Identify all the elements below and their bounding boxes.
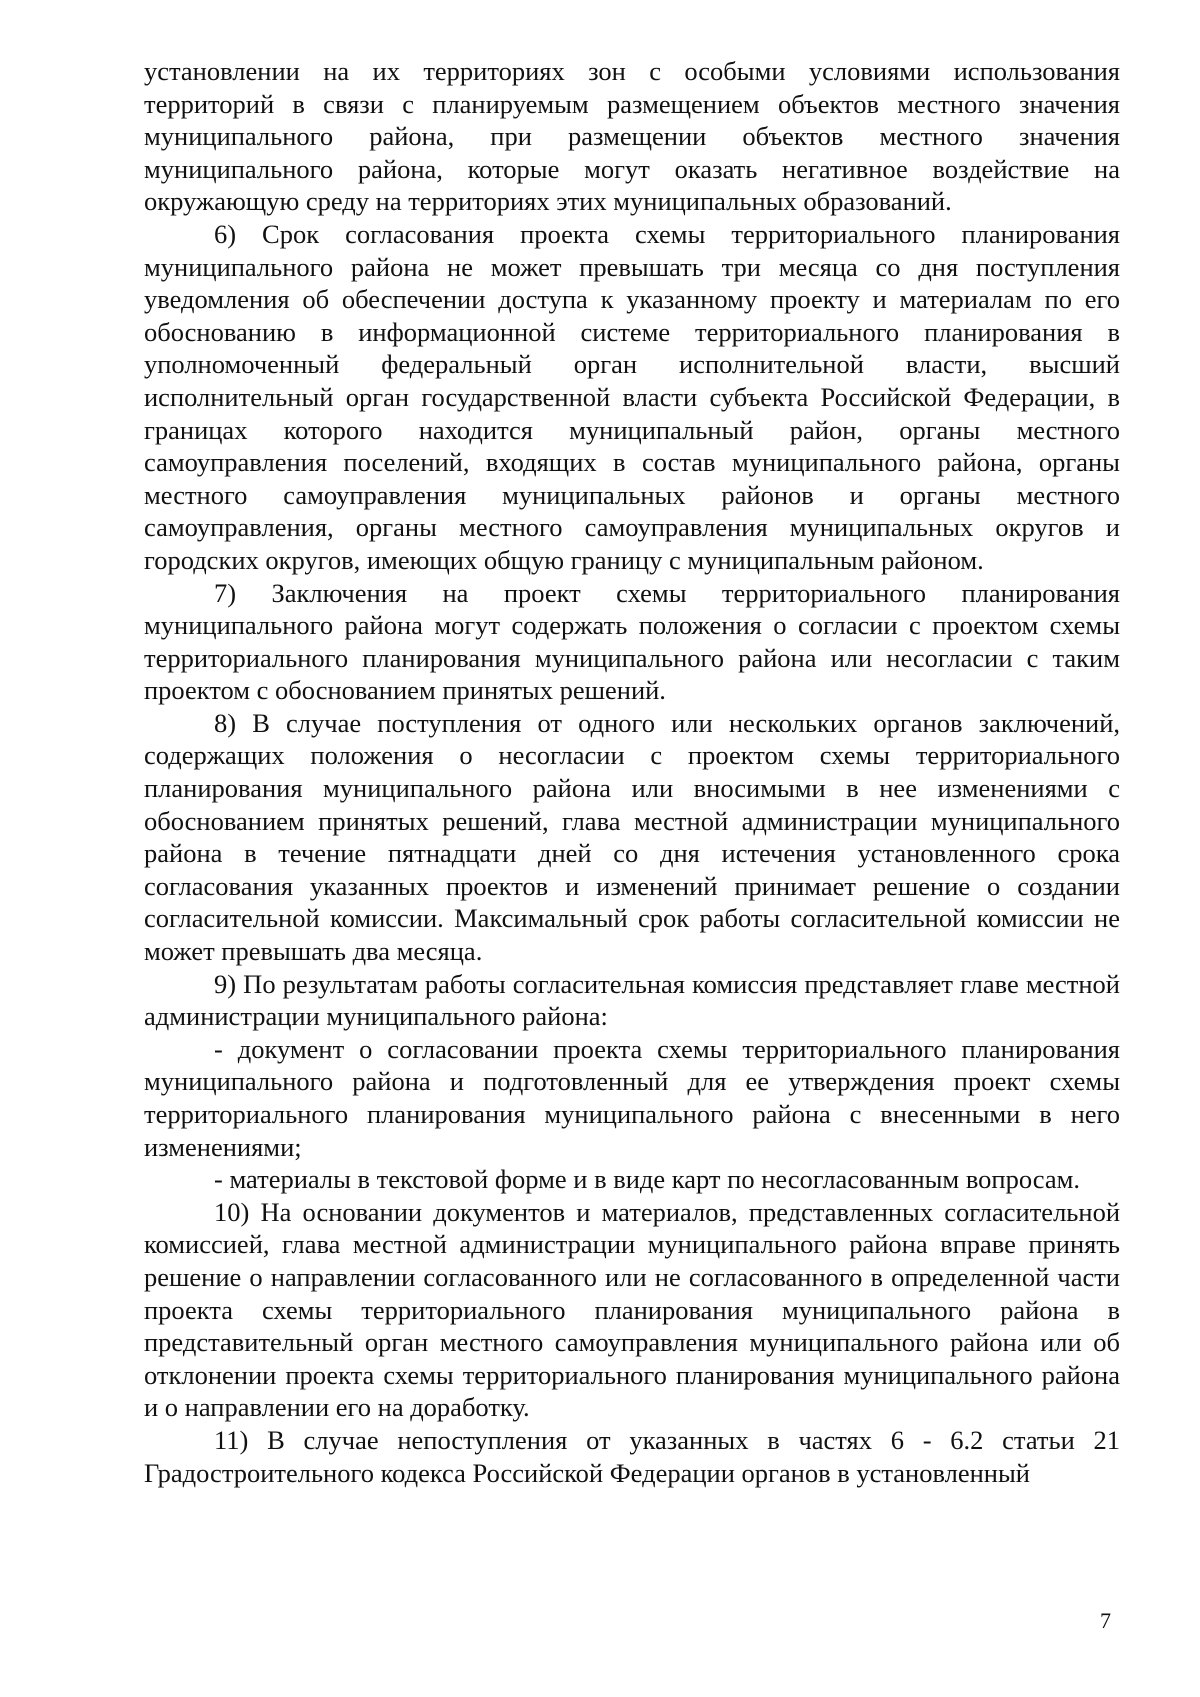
page-number: 7 — [1100, 1608, 1111, 1633]
paragraph-item-9: 9) По результатам работы согласительная комиссия представляет главе местной администрации муниципального района: — [144, 968, 1120, 1032]
paragraph-item-6: 6) Срок согласования проекта схемы территориального планирования муниципального района не может превышать три месяца со дня поступления уведомления об обеспечении доступа к указанному проекту и материалам по его обоснованию в информационной системе территориального планирования в уполномоченный федеральный орган исполнительной власти, высший исполнительный орган государственной власти субъекта Российской Федерации, в границах которого находится муниципальный район, органы местного самоуправления поселений, входящих в состав муниципального района, органы местного самоуправления муниципальных районов и органы местного самоуправления, органы местного самоуправления муниципальных округов и городских округов, имеющих общую границу с муниципальным районом. — [144, 218, 1120, 575]
paragraph-bullet-2: - материалы в текстовой форме и в виде карт по несогласованным вопросам. — [214, 1164, 1080, 1195]
paragraph-item-8: 8) В случае поступления от одного или нескольких органов заключений, содержащих положения о несогласии с проектом схемы территориального планирования муниципального района или вносимыми в нее изменениями с обоснованием принятых решений, глава местной администрации муниципального района в течение пятнадцати дней со дня истечения установленного срока согласования указанных проектов и изменений принимает решение о создании согласительной комиссии. Максимальный срок работы согласительной комиссии не может превышать два месяца. — [144, 707, 1120, 967]
paragraph-bullet-1: - документ о согласовании проекта схемы территориального планирования муниципального района и подготовленный для ее утверждения проект схемы территориального планирования муниципального района с внесенными в него изменениями; — [144, 1033, 1120, 1162]
paragraph-item-11: 11) В случае непоступления от указанных в частях 6 - 6.2 статьи 21 Градостроительного кодекса Российской Федерации органов в установленный — [144, 1424, 1120, 1488]
document-body — [144, 55, 1120, 1489]
paragraph-item-10: 10) На основании документов и материалов, представленных согласительной комиссией, глава местной администрации муниципального района вправе принять решение о направлении согласованного или не согласованного в определенной части проекта схемы территориального планирования муниципального района в представительный орган местного самоуправления муниципального района или об отклонении проекта схемы территориального планирования муниципального района и о направлении его на доработку. — [144, 1196, 1120, 1423]
paragraph-continuation: установлении на их территориях зон с особыми условиями использования территорий в связи с планируемым размещением объектов местного значения муниципального района, при размещении объектов местного значения муниципального района, которые могут оказать негативное воздействие на окружающую среду на территориях этих муниципальных образований. — [144, 56, 1120, 217]
paragraph-item-7: 7) Заключения на проект схемы территориального планирования муниципального района могут содержать положения о согласии с проектом схемы территориального планирования муниципального района или несогласии с таким проектом с обоснованием принятых решений. — [144, 577, 1120, 706]
